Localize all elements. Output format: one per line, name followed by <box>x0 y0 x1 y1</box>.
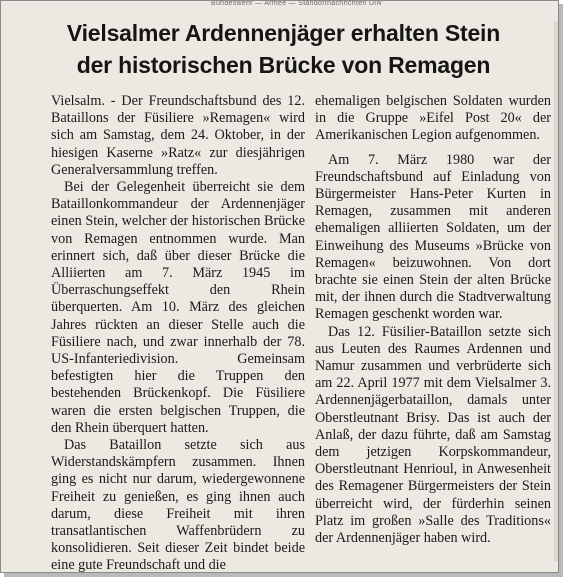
paragraph: Bei der Gelegenheit überreicht sie dem Bataillonkommandeur der Ardennenjäger einen Stein, welcher der historischen Brücke von Remagen entnommen wurde. Man erinnert sich, daß über dieser Brücke die Alliierten am 7. März 1945 im Überraschungseffekt den Rhein überquerten. Am 10. März des gleichen Jahres rückten an dieser Stelle auch die Füsiliere nach, und zwar innerhalb der 78. US-Infanteriedivision. Gemeinsam befestigten hier die Truppen den bestehenden Brückenkopf. Die Füsiliere waren die ersten belgischen Truppen, die den Rhein überquert hatten. <box>51 179 305 436</box>
article-right-column <box>315 93 551 547</box>
headline-line-2: der historischen Brücke von Remagen <box>76 52 491 78</box>
page-edge <box>554 21 558 561</box>
paragraph: Am 7. März 1980 war der Freundschaftsbund auf Einladung von Bürgermeister Hans-Peter Kurten in Remagen, zusammen mit anderen ehemaligen alliierten Soldaten, um der Einweihung des Museums »Brücke von Remagen« beizuwohnen. Von dort brachte sie einen Stein der alten Brücke mit, der ihnen durch die Stadtverwaltung Remagen geschenkt worden war. <box>315 151 551 323</box>
article-left-column <box>51 93 305 573</box>
paragraph: Das Bataillon setzte sich aus Widerstandskämpfern zusammen. Ihnen ging es nicht nur darum, wiedergewonnene Freiheit zu genießen, es ging ihnen auch darum, diese Freiheit mit ihren transatlantischen Waffenbrüdern zu konsolidieren. Seit dieser Zeit bindet beide eine gute Freundschaft und die <box>51 437 305 573</box>
headline-line-1: Vielsalmer Ardennenjäger erhalten Stein <box>66 20 501 46</box>
paragraph: Vielsalm. - Der Freundschaftsbund des 12. Bataillons der Füsiliere »Remagen« wird sich am Samstag, dem 24. Oktober, in der hiesigen Kaserne »Ratz« zur diesjährigen Generalversammlung treffen. <box>51 93 305 178</box>
clipping-header: Bundeswehr — Armee — Standortnachrichten DIN <box>211 1 382 7</box>
paragraph: ehemaligen belgischen Soldaten wurden in die Gruppe »Eifel Post 20« der Amerikanischen Legion aufgenommen. <box>315 93 551 144</box>
paragraph: Das 12. Füsilier-Bataillon setzte sich aus Leuten des Raumes Ardennen und Namur zusammen und verbrüderte sich am 22. April 1977 mit dem Vielsalmer 3. Ardennenjägerbataillon, damals unter Oberstleutnant Brisy. Das ist auch der Anlaß, der dazu führte, daß am Samstag dem jetzigen Korpskommandeur, Oberstleutnant Henrioul, in Anwesenheit des Remagener Bürgermeisters der Stein überreicht wird, der fürderhin seinen Platz im großen »Salle des Traditions« der Ardennenjäger haben wird. <box>315 323 551 547</box>
article-headline <box>31 17 536 81</box>
